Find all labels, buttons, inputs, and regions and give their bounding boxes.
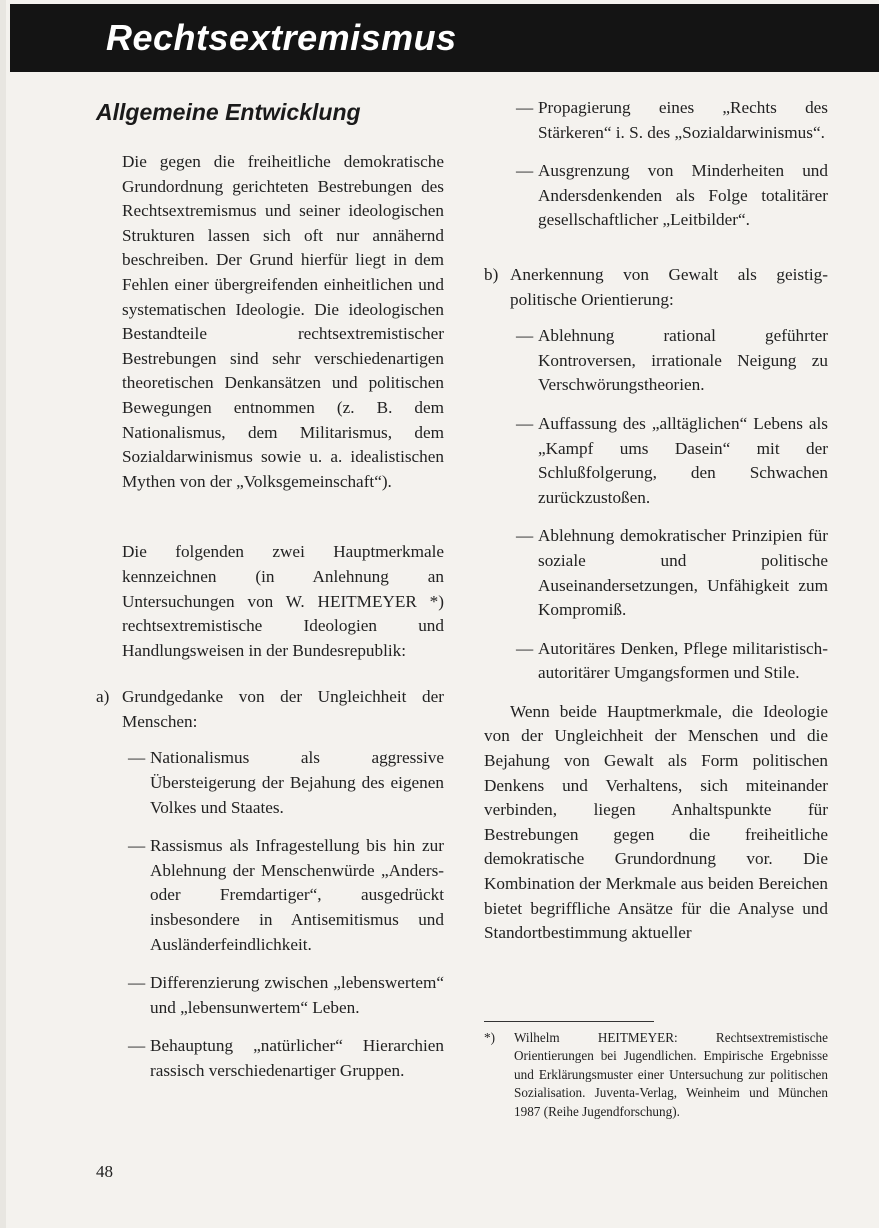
intro-paragraph: Die gegen die freiheitliche demokratische Grundordnung gerichteten Bestrebungen des Rechtsextremismus und seiner ideologischen Strukturen lassen sich oft nur annähernd beschreiben. Der Grund hierfür liegt in dem Fehlen einer übergreifenden einheitlichen und systematischen Ideologie. Die ideologischen Bestandteile rechtsextremistischer Bestrebungen sind sehr verschiedenartigen theoretischen Denkansätzen und politischen Bewegungen entnommen (z. B. dem Nationalismus, dem Militarismus, dem Sozialdarwinismus sowie u. a. idealistischen Mythen von der „Volksgemeinschaft“).	[122, 152, 444, 491]
dash-glyph: —	[128, 1036, 146, 1056]
dash-glyph: —	[516, 526, 534, 546]
dash-glyph: —	[516, 161, 534, 181]
dash-glyph: —	[128, 836, 146, 856]
dash-glyph: —	[516, 326, 534, 346]
features-paragraph: Die folgenden zwei Hauptmerkmale kennzeichnen (in Anlehnung an Untersuchungen von W. HEITMEYER *) rechtsextremistische Ideologien und Handlungsweisen in der Bundesrepublik:	[122, 542, 444, 660]
dash-glyph: —	[516, 638, 534, 658]
footnote-rule	[484, 1021, 654, 1022]
dash-glyph: —	[128, 748, 146, 768]
list-item-b-text: Anerkennung von Gewalt als geistig-politische Orientierung:	[510, 264, 828, 309]
chapter-header-band	[10, 4, 879, 72]
dash-item	[128, 971, 444, 1020]
footnote-text: Wilhelm HEITMEYER: Rechtsextremistische Orientierungen bei Jugendlichen. Empirische Ergebnisse und Erklärungsmuster einer Untersuchung zur politischen Sozialisation. Juventa-Verlag, Weinheim und München 1987 (Reihe Jugendforschung).	[514, 1030, 828, 1119]
chapter-title: Rechtsextremismus	[106, 17, 457, 58]
dash-glyph: —	[516, 413, 534, 433]
dash-item-text: Nationalismus als aggressive Übersteigerung der Bejahung des eigenen Volkes und Staates.	[150, 748, 444, 817]
left-column	[96, 96, 444, 1098]
footnote-marker: *)	[484, 1030, 495, 1045]
footnote	[484, 1029, 828, 1121]
dash-item-text: Ablehnung rational geführter Kontroversen, irrationale Neigung zu Verschwörungstheorien.	[538, 326, 828, 395]
dash-item-text: Auffassung des „alltäglichen“ Lebens als „Kampf ums Dasein“ mit der Schlußfolgerung, den Schwachen zurückzustoßen.	[538, 413, 828, 507]
list-item-a	[96, 685, 444, 734]
dash-glyph: —	[516, 98, 534, 117]
dash-item-text: Rassismus als Infragestellung bis hin zur Ablehnung der Menschenwürde „Anders- oder Fremdartiger“, ausgedrückt insbesondere in Antisemitismus und Ausländerfeindlichkeit.	[150, 836, 444, 954]
page-edge	[0, 0, 6, 1228]
dash-item	[516, 637, 828, 686]
page-number: 48	[96, 1162, 113, 1181]
right-column	[484, 96, 828, 946]
dash-item	[516, 524, 828, 622]
list-item-a-text: Grundgedanke von der Ungleichheit der Menschen:	[122, 687, 444, 731]
dash-item	[516, 412, 828, 510]
dash-item-text: Ausgrenzung von Minderheiten und Andersdenkenden als Folge totalitärer gesellschaftlicher „Leitbilder“.	[538, 161, 828, 230]
list-item-b-label: b)	[484, 264, 499, 284]
list-item-a-label: a)	[96, 687, 110, 707]
dash-item-text: Propagierung eines „Rechts des Stärkeren“ i. S. des „Sozialdarwinismus“.	[538, 98, 828, 142]
dash-item	[128, 1034, 444, 1083]
section-heading: Allgemeine Entwicklung	[96, 99, 361, 125]
dash-item-text: Behauptung „natürlicher“ Hierarchien rassisch verschiedenartiger Gruppen.	[150, 1036, 444, 1080]
dash-item	[128, 834, 444, 957]
dash-item	[516, 159, 828, 233]
dash-item-text: Ablehnung demokratischer Prinzipien für soziale und politische Auseinandersetzungen, Unfähigkeit zum Kompromiß.	[538, 526, 828, 620]
dash-item-text: Differenzierung zwischen „lebenswertem“ und „lebensunwertem“ Leben.	[150, 973, 444, 1017]
dash-item-text: Autoritäres Denken, Pflege militaristisch-autoritärer Umgangsformen und Stile.	[538, 638, 828, 683]
dash-item	[128, 746, 444, 820]
dash-item	[516, 96, 828, 145]
list-item-b	[484, 263, 828, 312]
dash-item	[516, 324, 828, 398]
dash-glyph: —	[128, 973, 146, 993]
conclusion-paragraph: Wenn beide Hauptmerkmale, die Ideologie von der Ungleichheit der Menschen und die Bejahung von Gewalt als Form politischen Denkens und Verhaltens, sich miteinander verbinden, liegen Anhaltspunkte für Bestrebungen gegen die freiheitliche demokratische Grundordnung vor. Die Kombination der Merkmale aus beiden Bereichen bietet begriffliche Ansätze für die Analyse und Standortbestimmung aktueller	[484, 701, 828, 943]
